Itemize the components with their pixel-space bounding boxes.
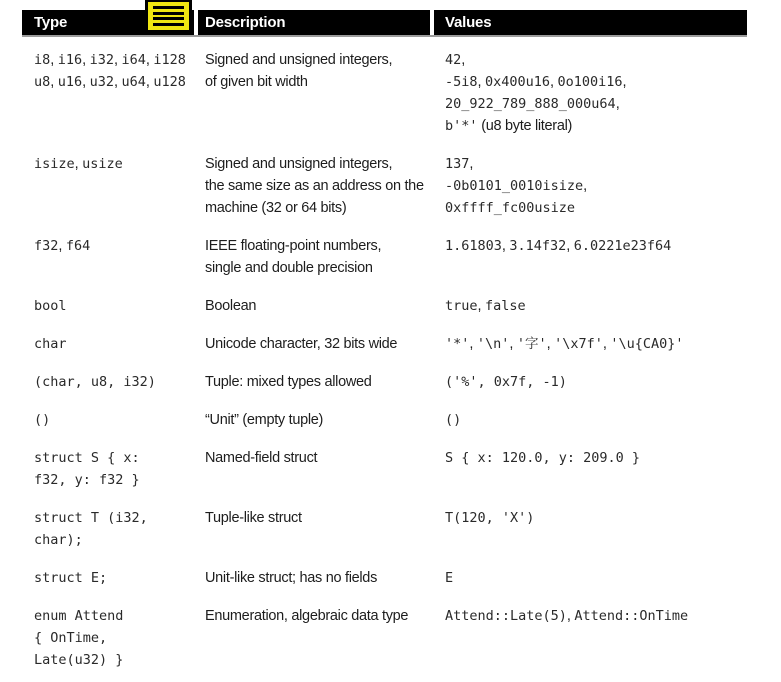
values-cell — [434, 371, 747, 393]
code-text: ('%', 0x7f, -1) — [445, 374, 567, 390]
plain-text: , — [145, 74, 154, 90]
code-text: i8 — [34, 52, 51, 68]
plain-text: Unicode character, 32 bits wide — [205, 336, 398, 352]
code-text: T(120, 'X') — [445, 510, 535, 526]
column-header-description: Description — [198, 10, 434, 35]
code-text: 137 — [445, 156, 470, 172]
code-text: enum Attend — [34, 608, 124, 624]
plain-text: , — [74, 156, 83, 172]
plain-text: Enumeration, algebraic data type — [205, 608, 409, 624]
table-row — [22, 605, 747, 671]
code-text: () — [34, 412, 51, 428]
description-cell — [198, 49, 434, 137]
plain-text: , — [58, 238, 66, 254]
values-cell — [434, 49, 747, 137]
type-cell — [22, 333, 198, 355]
hamburger-bar — [153, 23, 184, 26]
plain-text: , — [469, 156, 474, 172]
code-text: { OnTime, — [34, 630, 108, 646]
code-text: u8 — [34, 74, 51, 90]
code-text: S { x: 120.0, y: 209.0 } — [445, 450, 641, 466]
code-text: char); — [34, 532, 83, 548]
code-text: 0x400u16 — [484, 74, 551, 90]
plain-text: Tuple: mixed types allowed — [205, 374, 372, 390]
values-cell — [434, 235, 747, 279]
table-row — [22, 49, 747, 137]
type-cell — [22, 371, 198, 393]
code-text: 3.14f32 — [509, 238, 567, 254]
plain-text: , — [477, 298, 485, 314]
table-row — [22, 409, 747, 431]
code-text: f32, y: f32 } — [34, 472, 140, 488]
description-cell — [198, 295, 434, 317]
code-text: () — [445, 412, 462, 428]
plain-text: , — [477, 74, 485, 90]
plain-text: Signed and unsigned integers, — [205, 52, 393, 68]
plain-text: , — [501, 238, 510, 254]
code-text: E — [445, 570, 454, 586]
plain-text: of given bit width — [205, 74, 308, 90]
description-cell — [198, 567, 434, 589]
code-text: 0o100i16 — [557, 74, 623, 90]
plain-text: the same size as an address on the — [205, 178, 424, 194]
plain-text: , — [602, 336, 611, 352]
code-text: struct E; — [34, 570, 108, 586]
type-cell — [22, 295, 198, 317]
code-text: '\u{CA0}' — [610, 336, 684, 352]
plain-text: Boolean — [205, 298, 257, 314]
type-cell — [22, 605, 198, 671]
code-text: char — [34, 336, 67, 352]
plain-text: , — [622, 74, 627, 90]
plain-text: , — [461, 52, 465, 68]
table-row — [22, 507, 747, 551]
code-text: Attend::Late(5) — [445, 608, 567, 624]
values-cell — [434, 507, 747, 551]
table-row — [22, 235, 747, 279]
code-text: i16 — [57, 52, 83, 68]
table-row — [22, 295, 747, 317]
plain-text: Tuple-like struct — [205, 510, 302, 526]
code-text: 6.0221e23f64 — [573, 238, 672, 254]
table-row — [22, 153, 747, 219]
type-cell — [22, 49, 198, 137]
values-cell — [434, 333, 747, 355]
code-text: struct T (i32, — [34, 510, 148, 526]
plain-text: , — [550, 74, 558, 90]
values-cell — [434, 409, 747, 431]
hamburger-bar — [153, 17, 184, 20]
description-cell — [198, 447, 434, 491]
plain-text: , — [113, 74, 122, 90]
plain-text: , — [566, 608, 575, 624]
plain-text: (u8 byte literal) — [477, 118, 573, 134]
plain-text: , — [113, 52, 122, 68]
code-text: 20_922_789_888_000u64 — [445, 96, 616, 112]
code-text: usize — [82, 156, 123, 172]
plain-text: , — [469, 336, 477, 352]
values-cell — [434, 605, 747, 671]
code-text: i32 — [89, 52, 114, 68]
values-cell — [434, 447, 747, 491]
code-text: false — [484, 298, 526, 314]
code-text: u64 — [121, 74, 146, 90]
description-cell — [198, 153, 434, 219]
type-cell — [22, 153, 198, 219]
table-row — [22, 447, 747, 491]
plain-text: , — [615, 96, 620, 112]
description-cell — [198, 507, 434, 551]
type-cell — [22, 567, 198, 589]
code-text: f64 — [65, 238, 91, 254]
code-text: '*' — [445, 336, 470, 352]
plain-text: “Unit” (empty tuple) — [205, 412, 324, 428]
plain-text: Unit-like struct; has no fields — [205, 570, 378, 586]
plain-text: , — [509, 336, 517, 352]
plain-text: single and double precision — [205, 260, 373, 276]
code-text: u128 — [153, 74, 186, 90]
code-text: '\n' — [476, 336, 510, 352]
description-cell — [198, 235, 434, 279]
code-text: struct S { x: — [34, 450, 140, 466]
code-text: u32 — [89, 74, 114, 90]
plain-text: Named-field struct — [205, 450, 318, 466]
table-row — [22, 333, 747, 355]
type-cell — [22, 447, 198, 491]
description-cell — [198, 371, 434, 393]
type-cell — [22, 409, 198, 431]
code-text: -5i8 — [445, 74, 478, 90]
table-body — [22, 49, 747, 671]
code-text: Attend::OnTime — [574, 608, 689, 624]
plain-text: , — [145, 52, 154, 68]
description-cell — [198, 333, 434, 355]
code-text: isize — [34, 156, 75, 172]
values-cell — [434, 153, 747, 219]
description-cell — [198, 409, 434, 431]
plain-text: , — [566, 238, 574, 254]
code-text: true — [445, 298, 478, 314]
plain-text: , — [50, 52, 58, 68]
code-text: 0xffff_fc00usize — [445, 200, 576, 216]
type-cell — [22, 235, 198, 279]
plain-text: , — [583, 178, 587, 194]
code-text: u16 — [57, 74, 83, 90]
table-header-row — [22, 10, 747, 37]
plain-text: Signed and unsigned integers, — [205, 156, 393, 172]
code-text: 42 — [445, 52, 462, 68]
types-table — [22, 10, 747, 682]
column-header-values: Values — [434, 10, 747, 35]
code-text: '\x7f' — [554, 336, 603, 352]
code-text: f32 — [34, 238, 59, 254]
column-header-type: Type — [22, 10, 198, 35]
code-text: i64 — [121, 52, 146, 68]
code-text: b'*' — [445, 118, 478, 134]
hamburger-menu-icon[interactable] — [145, 0, 192, 33]
code-text: '字' — [516, 336, 547, 352]
hamburger-bar — [153, 12, 184, 15]
table-row — [22, 567, 747, 589]
plain-text: , — [82, 52, 90, 68]
code-text: -0b0101_0010isize — [445, 178, 584, 194]
plain-text: machine (32 or 64 bits) — [205, 200, 347, 216]
values-cell — [434, 295, 747, 317]
code-text: (char, u8, i32) — [34, 374, 156, 390]
code-text: bool — [34, 298, 67, 314]
code-text: Late(u32) } — [34, 652, 124, 668]
plain-text: , — [546, 336, 555, 352]
table-row — [22, 371, 747, 393]
plain-text: IEEE floating-point numbers, — [205, 238, 382, 254]
plain-text: , — [50, 74, 58, 90]
code-text: i128 — [153, 52, 186, 68]
code-text: 1.61803 — [445, 238, 502, 254]
type-cell — [22, 507, 198, 551]
description-cell — [198, 605, 434, 671]
plain-text: , — [82, 74, 90, 90]
hamburger-bar — [153, 6, 184, 9]
values-cell — [434, 567, 747, 589]
